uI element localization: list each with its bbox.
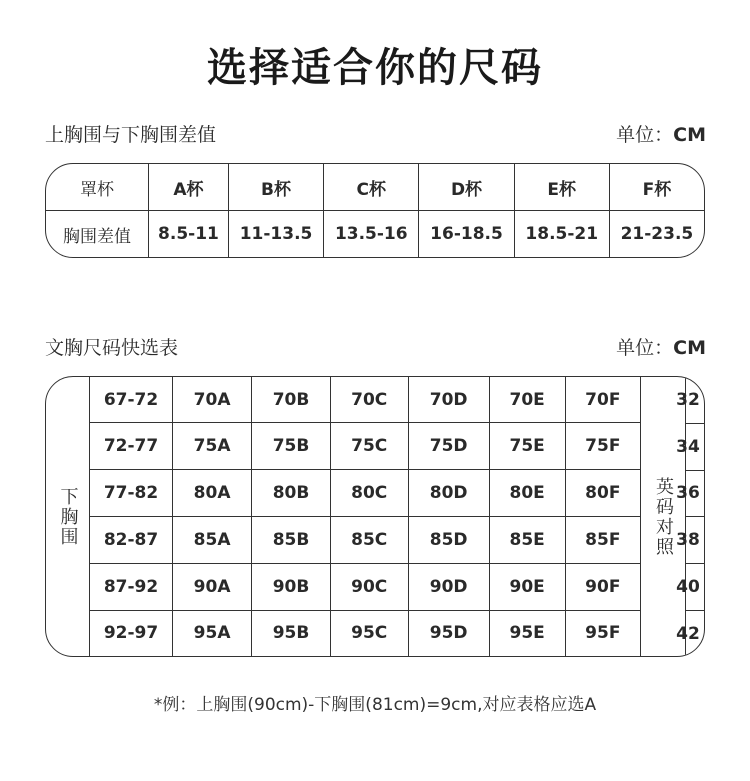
- cup-cell: A杯: [149, 164, 229, 211]
- size-grid: [90, 377, 640, 656]
- diff-row-header: 胸围差值: [46, 211, 149, 258]
- size-cell: 85F: [565, 516, 640, 563]
- underbust-range: 72-77: [90, 423, 173, 470]
- size-cell: 75F: [565, 423, 640, 470]
- english-size-cell: 34: [686, 424, 704, 471]
- size-cell: 90E: [489, 563, 565, 610]
- size-cell: 85B: [252, 516, 331, 563]
- size-cell: 80D: [408, 470, 489, 517]
- underbust-side-header: [46, 377, 90, 656]
- unit-label: 单位：: [616, 124, 674, 146]
- unit-label: 单位：: [616, 337, 674, 359]
- size-cell: 75D: [408, 423, 489, 470]
- english-size-column: [676, 377, 704, 656]
- english-size-cell: 40: [686, 564, 704, 611]
- table-row: [90, 423, 640, 470]
- diff-cell: 18.5-21: [514, 211, 609, 258]
- cup-difference-table: [45, 163, 705, 258]
- cup-cell: E杯: [514, 164, 609, 211]
- section-size-chart-unit: [616, 333, 706, 360]
- size-cell: 85E: [489, 516, 565, 563]
- section-cup-diff-label: 上胸围与下胸围差值: [45, 124, 217, 146]
- size-cell: 95C: [330, 610, 408, 656]
- cup-row: [46, 164, 704, 211]
- section-cup-diff-unit: [616, 120, 706, 147]
- english-size-cell: 38: [686, 517, 704, 564]
- cup-cell: D杯: [419, 164, 514, 211]
- size-cell: 90C: [330, 563, 408, 610]
- underbust-range: 67-72: [90, 377, 173, 423]
- size-cell: 75C: [330, 423, 408, 470]
- underbust-range: 87-92: [90, 563, 173, 610]
- cup-row-header: 罩杯: [46, 164, 149, 211]
- diff-cell: 21-23.5: [620, 224, 694, 244]
- size-quick-table: [45, 376, 705, 657]
- size-cell: 70C: [330, 377, 408, 423]
- size-cell: 70B: [252, 377, 331, 423]
- diff-cell: 8.5-11: [149, 211, 229, 258]
- size-cell: 75B: [252, 423, 331, 470]
- table-row: [90, 610, 640, 656]
- size-cell: 95D: [408, 610, 489, 656]
- table-row: [90, 470, 640, 517]
- english-size-label: 英码对照: [653, 476, 674, 557]
- unit-value: CM: [673, 124, 706, 146]
- size-cell: 75A: [173, 423, 252, 470]
- cup-cell: F杯: [609, 164, 704, 211]
- size-cell: 85D: [408, 516, 489, 563]
- english-size-cell: 32: [686, 377, 704, 424]
- example-footnote: *例：上胸围(90cm)-下胸围(81cm)=9cm,对应表格应选A: [153, 695, 597, 715]
- diff-cell: 11-13.5: [228, 211, 323, 258]
- size-cell: 70E: [489, 377, 565, 423]
- cup-cell: B杯: [228, 164, 323, 211]
- table-row: [90, 563, 640, 610]
- size-cell: 80A: [173, 470, 252, 517]
- size-cell: 80E: [489, 470, 565, 517]
- size-cell: 95F: [585, 623, 621, 644]
- size-cell: 70A: [173, 377, 252, 423]
- size-cell: 90A: [173, 563, 252, 610]
- diff-row: [46, 211, 704, 258]
- size-cell: 95A: [173, 610, 252, 656]
- size-cell: 95E: [489, 610, 565, 656]
- table-row: [90, 516, 640, 563]
- underbust-range: 77-82: [90, 470, 173, 517]
- table-row: [90, 377, 640, 423]
- unit-value: CM: [673, 337, 706, 359]
- size-cell: 80F: [565, 470, 640, 517]
- english-size-header: [640, 377, 686, 656]
- diff-cell: 16-18.5: [419, 211, 514, 258]
- size-cell: 75E: [489, 423, 565, 470]
- size-cell: 90B: [252, 563, 331, 610]
- underbust-range: 92-97: [90, 610, 173, 656]
- size-cell: 90D: [408, 563, 489, 610]
- underbust-range: 82-87: [90, 516, 173, 563]
- size-cell: 70D: [408, 377, 489, 423]
- page-title: 选择适合你的尺码: [207, 45, 543, 91]
- diff-cell: 13.5-16: [324, 211, 419, 258]
- cup-cell: C杯: [324, 164, 419, 211]
- size-cell: 80C: [330, 470, 408, 517]
- size-cell: 85C: [330, 516, 408, 563]
- size-cell: 95B: [252, 610, 331, 656]
- underbust-label: 下胸围: [57, 486, 79, 547]
- size-cell: 85A: [173, 516, 252, 563]
- size-cell: 70F: [565, 377, 640, 423]
- size-cell: 80B: [252, 470, 331, 517]
- section-size-chart-label: 文胸尺码快选表: [45, 337, 179, 359]
- english-size-cell: 42: [676, 624, 700, 645]
- size-cell: 90F: [565, 563, 640, 610]
- english-size-cell: 36: [686, 471, 704, 518]
